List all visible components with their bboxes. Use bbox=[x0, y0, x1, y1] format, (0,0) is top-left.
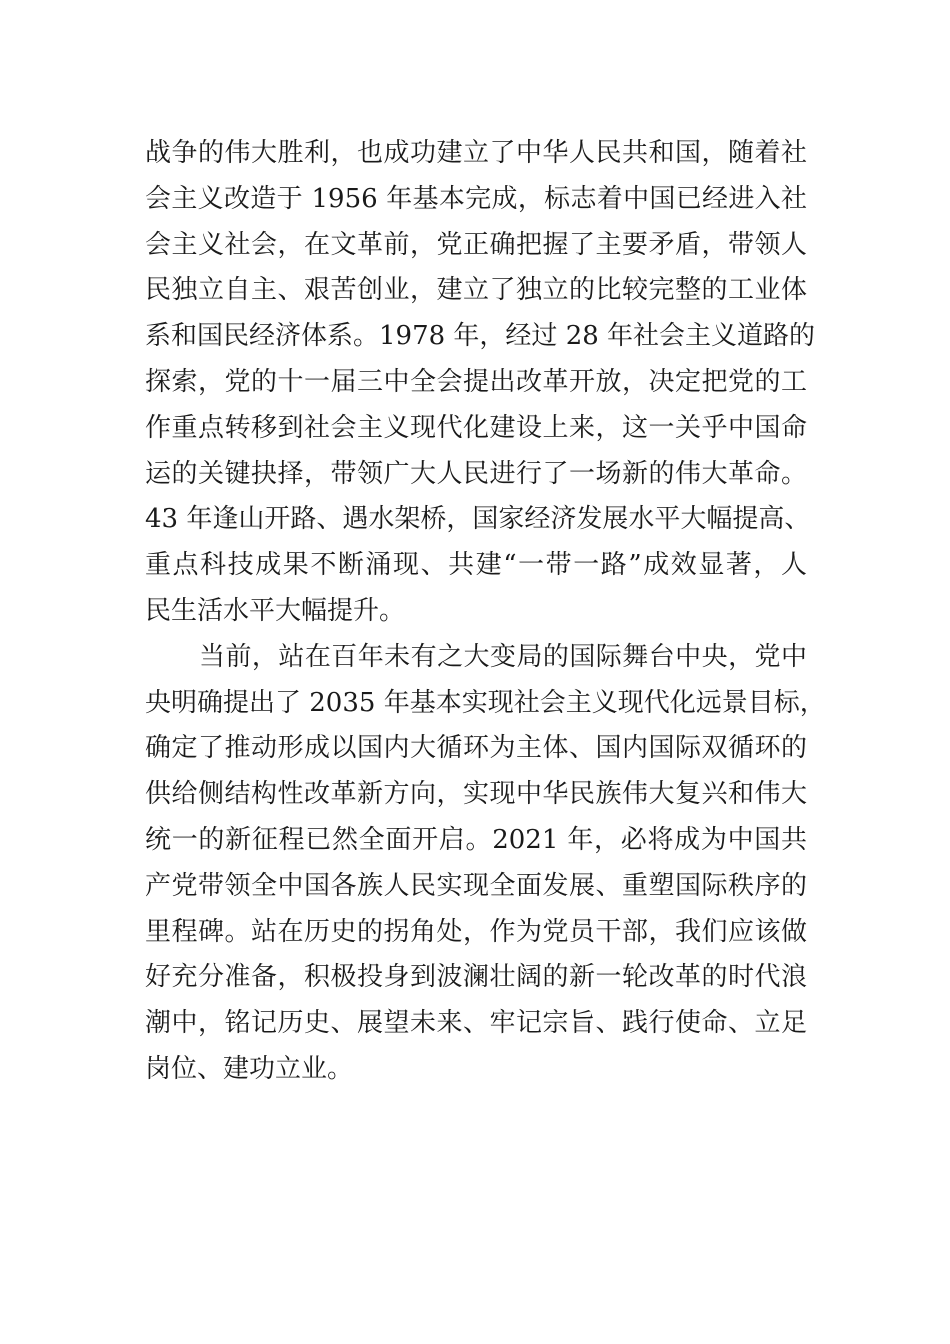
text-line: 潮中，铭记历史、展望未来、牢记宗旨、践行使命、立足 bbox=[145, 1008, 807, 1039]
text-line: 作重点转移到社会主义现代化建设上来，这一关乎中国命 bbox=[145, 412, 807, 443]
text-line: 当前，站在百年未有之大变局的国际舞台中央，党中 bbox=[199, 641, 807, 672]
text-line: 会主义改造于 1956 年基本完成，标志着中国已经进入社 bbox=[145, 183, 807, 214]
text-line: 产党带领全中国各族人民实现全面发展、重塑国际秩序的 bbox=[145, 870, 807, 901]
text-line: 里程碑。站在历史的拐角处，作为党员干部，我们应该做 bbox=[145, 916, 807, 947]
text-line: 探索，党的十一届三中全会提出改革开放，决定把党的工 bbox=[145, 366, 807, 397]
text-line: 会主义社会，在文革前，党正确把握了主要矛盾，带领人 bbox=[145, 229, 807, 260]
text-line: 供给侧结构性改革新方向，实现中华民族伟大复兴和伟大 bbox=[145, 779, 807, 810]
body-text bbox=[145, 131, 826, 1093]
text-line: 系和国民经济体系。1978 年，经过 28 年社会主义道路的 bbox=[145, 321, 816, 352]
text-line: 确定了推动形成以国内大循环为主体、国内国际双循环的 bbox=[145, 733, 807, 764]
paragraph bbox=[145, 131, 816, 635]
text-line: 民独立自主、艰苦创业，建立了独立的比较完整的工业体 bbox=[145, 275, 807, 306]
text-line: 统一的新征程已然全面开启。2021 年，必将成为中国共 bbox=[145, 824, 807, 855]
text-line: 运的关键抉择，带领广大人民进行了一场新的伟大革命。 bbox=[145, 458, 807, 489]
text-line: 战争的伟大胜利，也成功建立了中华人民共和国，随着社 bbox=[145, 138, 807, 168]
paragraph bbox=[145, 635, 826, 1093]
text-line: 好充分准备，积极投身到波澜壮阔的新一轮改革的时代浪 bbox=[145, 962, 807, 993]
text-line: 43 年逢山开路、遇水架桥，国家经济发展水平大幅提高、 bbox=[145, 504, 811, 535]
text-line: 岗位、建功立业。 bbox=[145, 1053, 354, 1084]
text-line: 重点科技成果不断涌现、共建“一带一路”成效显著，人 bbox=[145, 550, 807, 581]
text-line: 民生活水平大幅提升。 bbox=[145, 595, 406, 626]
text-line: 央明确提出了 2035 年基本实现社会主义现代化远景目标， bbox=[145, 687, 826, 718]
